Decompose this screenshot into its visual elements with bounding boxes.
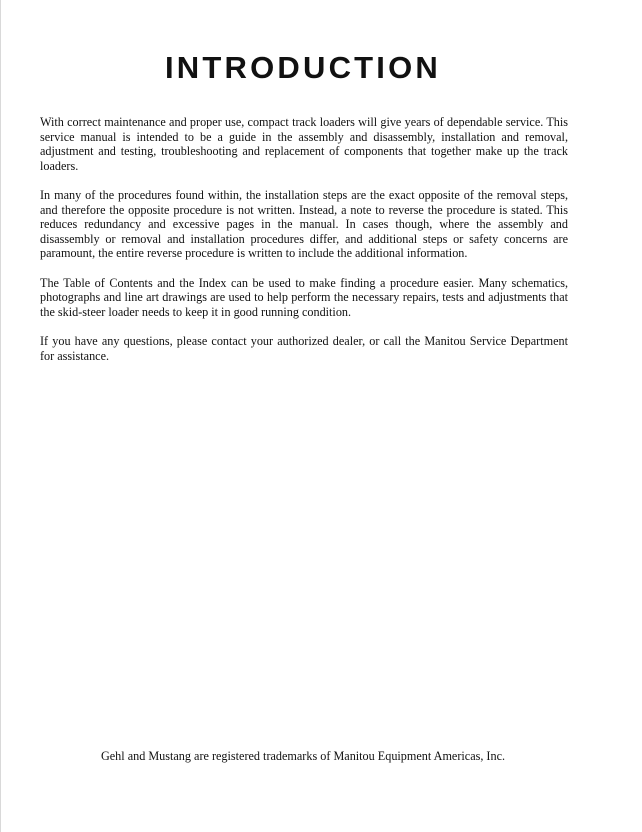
paragraph-questions: If you have any questions, please contact your authorized dealer, or call the Manitou Service Department for assistance. xyxy=(40,333,568,363)
paragraph-procedures: In many of the procedures found within, the installation steps are the exact opposite of the removal steps, and therefore the opposite procedure is not written. Instead, a note to reverse the procedure is stated. This reduces redundancy and excessive pages in the manual. In cases though, where the assembly and disassembly or removal and installation procedures differ, and additional steps or safety concerns are paramount, the entire reverse procedure is written to include the additional information. xyxy=(40,187,568,261)
trademark-footer: Gehl and Mustang are registered trademarks of Manitou Equipment Americas, Inc. xyxy=(100,749,506,763)
body-text xyxy=(40,115,568,378)
paragraph-contents-index: The Table of Contents and the Index can be used to make finding a procedure easier. Many schematics, photographs and line art drawings are used to help perform the necessary repairs, tests and adjustments that the skid-steer loader needs to keep it in good running condition. xyxy=(40,275,568,319)
page-title: INTRODUCTION xyxy=(164,50,442,85)
paragraph-intro: With correct maintenance and proper use, compact track loaders will give years of dependable service. This service manual is intended to be a guide in the assembly and disassembly, installation and removal, adjustment and testing, troubleshooting and replacement of components that together make up the track loaders. xyxy=(40,115,568,173)
